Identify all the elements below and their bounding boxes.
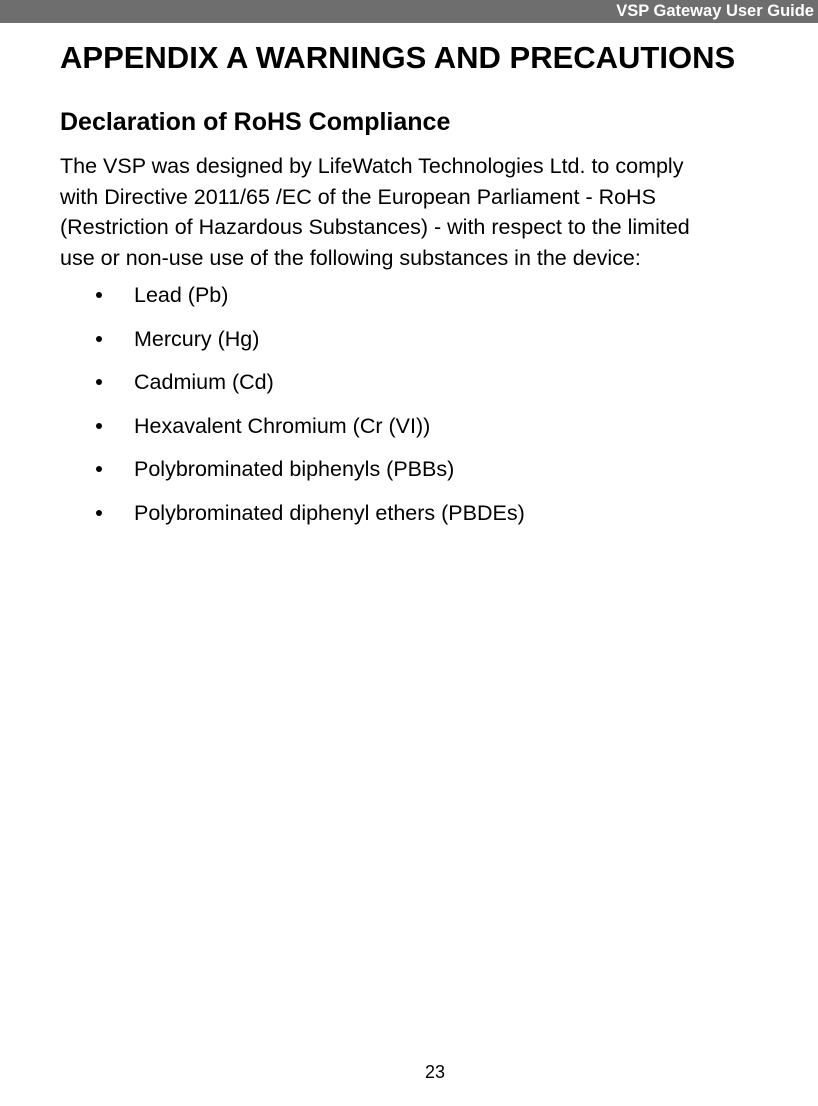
list-item bbox=[0, 276, 818, 320]
bullet-icon bbox=[96, 423, 102, 429]
substance-label: Hexavalent Chromium (Cr (VI)) bbox=[134, 413, 431, 438]
list-item bbox=[0, 450, 818, 494]
page-number: 23 bbox=[424, 1062, 446, 1082]
section-title: Declaration of RoHS Compliance bbox=[60, 108, 451, 136]
substance-label: Lead (Pb) bbox=[134, 283, 229, 307]
list-item bbox=[0, 363, 818, 407]
paragraph-line: use or non-use use of the following substances in the device: bbox=[60, 245, 641, 270]
compliance-paragraph bbox=[60, 151, 810, 273]
document-title: VSP Gateway User Guide bbox=[616, 2, 814, 20]
bullet-icon bbox=[96, 379, 102, 385]
bullet-icon bbox=[96, 292, 102, 298]
substance-label: Polybrominated biphenyls (PBBs) bbox=[134, 457, 455, 482]
substance-label: Cadmium (Cd) bbox=[134, 370, 274, 395]
paragraph-line: The VSP was designed by LifeWatch Technologies Ltd. to comply bbox=[60, 154, 684, 178]
substance-list bbox=[0, 276, 818, 538]
substance-label: Polybrominated diphenyl ethers (PBDEs) bbox=[134, 500, 525, 525]
bullet-icon bbox=[96, 336, 102, 342]
list-item bbox=[0, 494, 818, 538]
list-item bbox=[0, 407, 818, 451]
paragraph-line: (Restriction of Hazardous Substances) - with respect to the limited bbox=[60, 215, 690, 239]
bullet-icon bbox=[96, 466, 102, 472]
substance-label: Mercury (Hg) bbox=[134, 326, 260, 351]
paragraph-line: with Directive 2011/65 /EC of the European Parliament - RoHS bbox=[60, 184, 656, 209]
bullet-icon bbox=[96, 510, 102, 516]
list-item bbox=[0, 320, 818, 364]
header-bar bbox=[0, 0, 818, 23]
appendix-title: APPENDIX A WARNINGS AND PRECAUTIONS bbox=[60, 40, 736, 75]
